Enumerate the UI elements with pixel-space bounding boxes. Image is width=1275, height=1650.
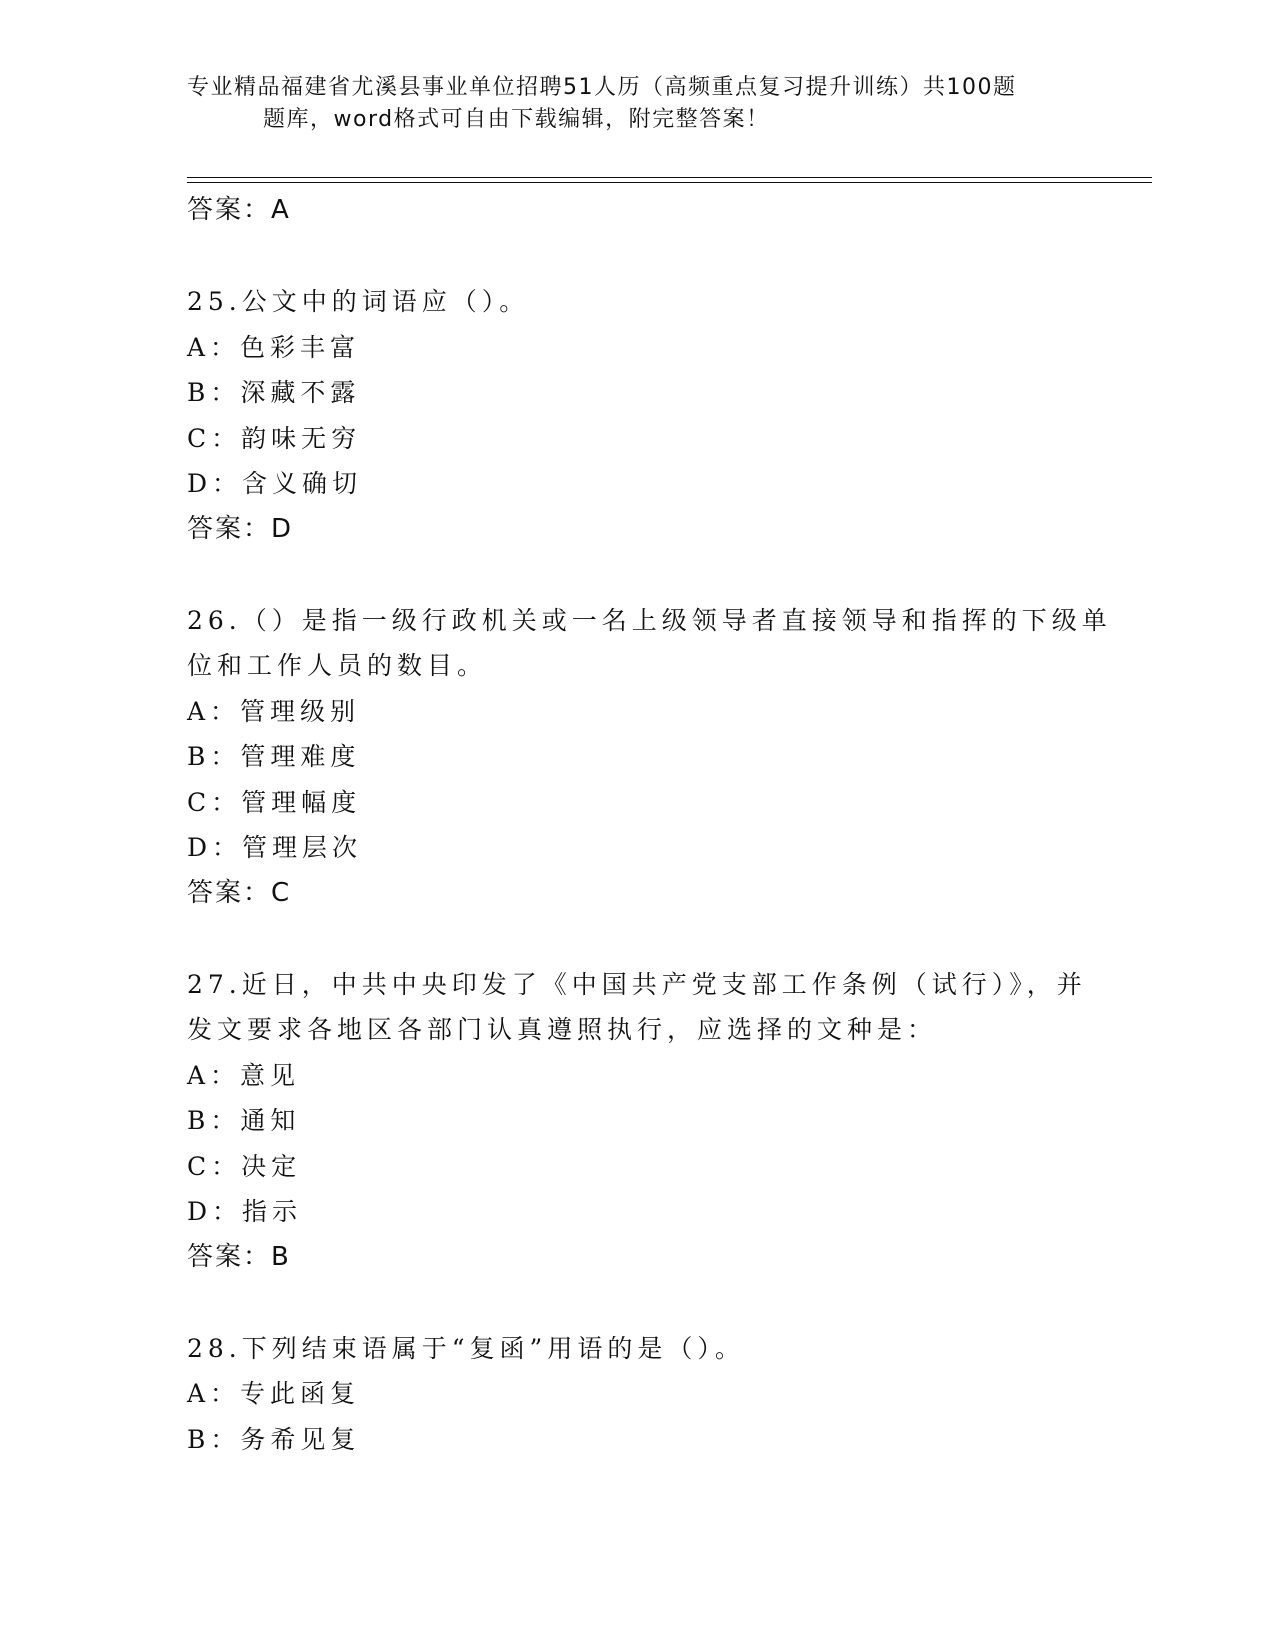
spacer <box>187 234 1087 280</box>
option-d: D：指示 <box>187 1197 303 1226</box>
option-a: A：色彩丰富 <box>187 332 361 362</box>
option-b: B：深藏不露 <box>187 378 361 407</box>
answer-line: 答案：C <box>187 877 292 908</box>
question-text: 25.公文中的词语应（）。 <box>187 287 530 316</box>
option-b: B：务希见复 <box>187 1424 361 1454</box>
header-rule-top <box>187 177 1152 178</box>
option-a: A：专此函复 <box>187 1379 361 1408</box>
option-a: A：意见 <box>187 1060 301 1090</box>
option-a: A：管理级别 <box>187 696 361 726</box>
answer-line: 答案：B <box>187 1241 291 1272</box>
question-text: 27.近日，中共中央印发了《中国共产党支部工作条例（试行）》，并 <box>187 969 1087 999</box>
header-line-2: 题库，word格式可自由下载编辑，附完整答案！ <box>263 107 770 132</box>
question-28 <box>187 1326 1087 1463</box>
question-text: 28.下列结束语属于“复函”用语的是（）。 <box>187 1333 745 1363</box>
option-c: C：管理幅度 <box>187 787 362 817</box>
answer-line: 答案：A <box>187 195 291 225</box>
question-26 <box>187 598 1112 917</box>
question-25 <box>187 279 1087 552</box>
page-header <box>187 72 1067 136</box>
option-d: D：管理层次 <box>187 833 363 862</box>
option-d: D：含义确切 <box>187 469 363 498</box>
header-rule-bottom <box>187 182 1152 183</box>
option-c: C：决定 <box>187 1151 302 1181</box>
question-27 <box>187 962 1087 1281</box>
spacer <box>187 916 1087 962</box>
spacer <box>187 1280 1087 1326</box>
question-text-continued: 位和工作人员的数目。 <box>187 651 488 680</box>
question-text-continued: 发文要求各地区各部门认真遵照执行，应选择的文种是： <box>187 1015 938 1044</box>
header-line-1: 专业精品福建省尤溪县事业单位招聘51人历（高频重点复习提升训练）共100题 <box>187 75 1017 100</box>
option-b: B：通知 <box>187 1106 301 1135</box>
spacer <box>187 552 1087 598</box>
answer-line: 答案：D <box>187 513 294 544</box>
question-text: 26.（）是指一级行政机关或一名上级领导者直接领导和指挥的下级单 <box>187 605 1112 635</box>
document-body <box>187 188 1112 1462</box>
option-c: C：韵味无穷 <box>187 423 362 453</box>
option-b: B：管理难度 <box>187 742 361 771</box>
